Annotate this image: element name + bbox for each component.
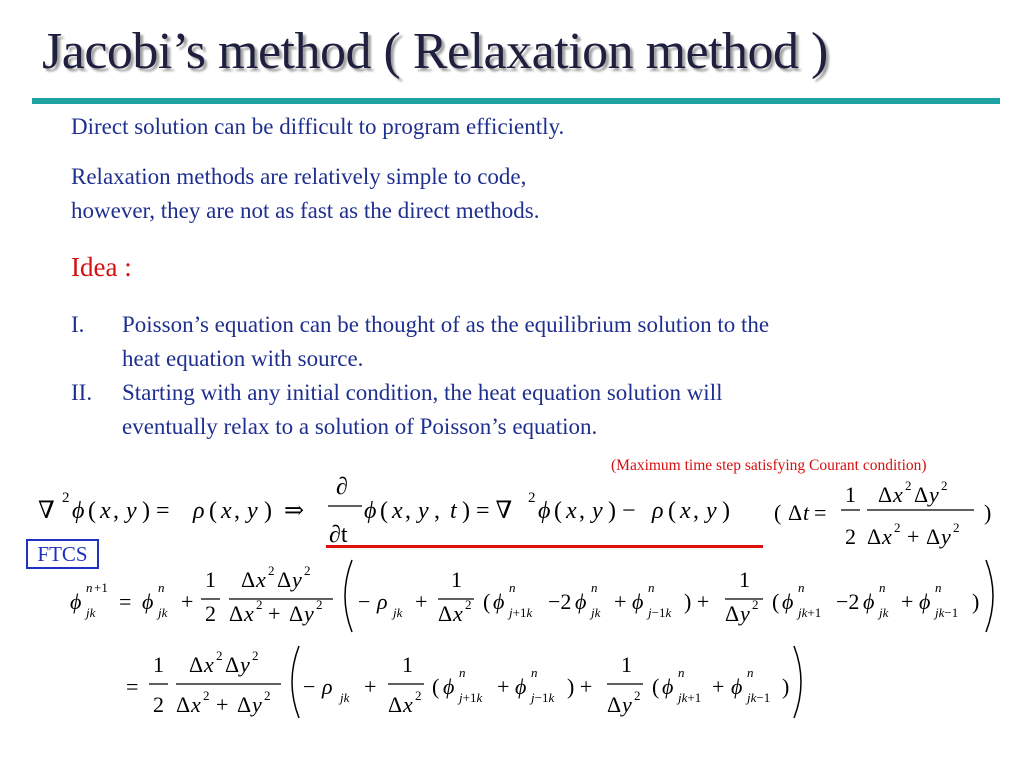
- svg-text:(: (: [774, 500, 782, 525]
- svg-text:jk: jk: [340, 690, 350, 705]
- svg-text:ϕ: ϕ: [443, 674, 455, 699]
- svg-text:Δ: Δ: [438, 601, 453, 626]
- svg-text:y: y: [304, 601, 314, 626]
- svg-text:=: =: [119, 589, 132, 614]
- svg-text:y: y: [740, 601, 750, 626]
- svg-text:+: +: [907, 524, 920, 549]
- svg-text:x: x: [244, 601, 254, 626]
- svg-text:y: y: [622, 692, 632, 717]
- svg-text:y: y: [126, 498, 137, 524]
- svg-text:jk+1: jk+1: [678, 690, 702, 705]
- svg-text:x: x: [882, 524, 892, 549]
- svg-text:j−1k: j−1k: [531, 690, 555, 705]
- svg-text:Δ: Δ: [926, 524, 941, 549]
- svg-text:n: n: [879, 580, 886, 595]
- svg-text:,: ,: [579, 498, 585, 524]
- svg-text:Δ: Δ: [914, 482, 929, 507]
- relaxation-line-2: however, they are not as fast as the direct methods.: [71, 198, 540, 223]
- svg-text:Δ: Δ: [189, 652, 204, 677]
- svg-text:∇: ∇: [38, 498, 55, 524]
- svg-text:x: x: [566, 498, 577, 524]
- svg-text:) +: ) +: [567, 674, 593, 699]
- svg-text:⇒: ⇒: [284, 498, 305, 524]
- svg-text:ρ: ρ: [322, 674, 333, 699]
- poisson-heat-equation: [38, 474, 730, 548]
- svg-text:j−1k: j−1k: [648, 605, 672, 620]
- svg-text:jk−1: jk−1: [935, 605, 959, 620]
- svg-text:y: y: [592, 498, 603, 524]
- svg-text:2: 2: [268, 563, 275, 578]
- svg-text:+: +: [364, 674, 377, 699]
- svg-text:−2: −2: [548, 589, 572, 614]
- svg-text:n: n: [158, 580, 165, 595]
- svg-text:Δ: Δ: [725, 601, 740, 626]
- svg-text:−2: −2: [836, 589, 860, 614]
- svg-text:2: 2: [316, 597, 323, 612]
- idea-heading: Idea :: [71, 252, 132, 282]
- svg-text:): ): [984, 500, 992, 525]
- list-item-line: Poisson’s equation can be thought of as the equilibrium solution to the: [122, 312, 770, 337]
- svg-text:t: t: [803, 500, 810, 525]
- svg-text:ϕ: ϕ: [364, 498, 377, 524]
- svg-text:n: n: [678, 665, 685, 680]
- svg-text:2: 2: [752, 597, 759, 612]
- svg-text:+: +: [614, 589, 627, 614]
- svg-text:n: n: [86, 580, 93, 595]
- svg-text:x: x: [453, 601, 463, 626]
- svg-text:ϕ: ϕ: [662, 674, 674, 699]
- svg-text:Δ: Δ: [277, 567, 292, 592]
- svg-text:2: 2: [845, 524, 856, 549]
- svg-text:2: 2: [634, 688, 641, 703]
- svg-text:1: 1: [845, 482, 856, 507]
- ftcs-update-equation: [70, 560, 993, 632]
- svg-text:2: 2: [415, 688, 422, 703]
- svg-text:y: y: [247, 498, 258, 524]
- svg-text:,: ,: [113, 498, 119, 524]
- svg-text:ρ: ρ: [652, 498, 664, 524]
- svg-text:,: ,: [693, 498, 699, 524]
- svg-text:) +: ) +: [684, 589, 710, 614]
- svg-text:2: 2: [264, 688, 271, 703]
- svg-text:ϕ: ϕ: [782, 589, 794, 614]
- svg-text:x: x: [204, 652, 214, 677]
- svg-text:1: 1: [621, 652, 632, 677]
- svg-text:n: n: [531, 665, 538, 680]
- svg-text:1: 1: [402, 652, 413, 677]
- svg-text:(: (: [652, 674, 660, 699]
- svg-text:+1: +1: [94, 580, 108, 595]
- relaxation-line-1: Relaxation methods are relatively simple to code,: [71, 164, 527, 189]
- svg-text:2: 2: [62, 490, 70, 506]
- svg-text:1: 1: [739, 567, 750, 592]
- svg-text:(: (: [88, 498, 96, 524]
- svg-text:jk+1: jk+1: [798, 605, 822, 620]
- svg-text:,: ,: [405, 498, 411, 524]
- svg-text:x: x: [392, 498, 403, 524]
- list-item-line: Starting with any initial condition, the heat equation solution will: [122, 380, 723, 405]
- svg-text:2: 2: [953, 520, 960, 535]
- svg-text:Δ: Δ: [607, 692, 622, 717]
- svg-text:jk: jk: [393, 605, 403, 620]
- svg-text:n: n: [935, 580, 942, 595]
- svg-text:+: +: [268, 601, 281, 626]
- svg-text:n: n: [648, 580, 655, 595]
- svg-text:x: x: [256, 567, 266, 592]
- svg-text:) =: ) =: [142, 498, 170, 524]
- svg-text:2: 2: [256, 597, 263, 612]
- svg-text:+: +: [216, 692, 229, 717]
- svg-text:Δ: Δ: [788, 500, 803, 525]
- svg-text:j+1k: j+1k: [509, 605, 533, 620]
- svg-text:ϕ: ϕ: [575, 589, 587, 614]
- svg-text:jk: jk: [158, 605, 168, 620]
- svg-text:∂t: ∂t: [329, 522, 348, 548]
- svg-text:(: (: [668, 498, 676, 524]
- svg-text:x: x: [100, 498, 111, 524]
- svg-text:ρ: ρ: [193, 498, 205, 524]
- svg-text:(: (: [772, 589, 780, 614]
- svg-text:y: y: [240, 652, 250, 677]
- svg-text:y: y: [929, 482, 939, 507]
- svg-text:Δ: Δ: [878, 482, 893, 507]
- svg-text:ϕ: ϕ: [493, 589, 505, 614]
- svg-text:y: y: [418, 498, 429, 524]
- svg-text:jk−1: jk−1: [747, 690, 771, 705]
- svg-text:∂: ∂: [336, 474, 348, 500]
- svg-text:x: x: [680, 498, 691, 524]
- svg-text:−: −: [358, 589, 371, 614]
- svg-text:2: 2: [465, 597, 472, 612]
- svg-text:2: 2: [216, 648, 223, 663]
- list-number: II.: [71, 380, 93, 405]
- intro-line: Direct solution can be difficult to program efficiently.: [71, 114, 565, 139]
- svg-text:): ): [722, 498, 730, 524]
- ftcs-simplified-equation: [126, 646, 801, 718]
- svg-text:y: y: [706, 498, 717, 524]
- svg-text:) −: ) −: [608, 498, 636, 524]
- svg-text:1: 1: [451, 567, 462, 592]
- svg-text:ϕ: ϕ: [515, 674, 527, 699]
- svg-text:Δ: Δ: [289, 601, 304, 626]
- svg-text:ϕ: ϕ: [142, 589, 154, 614]
- svg-text:2: 2: [941, 478, 948, 493]
- svg-text:2: 2: [203, 688, 210, 703]
- svg-text:ϕ: ϕ: [538, 498, 551, 524]
- svg-text:(: (: [554, 498, 562, 524]
- courant-note: (Maximum time step satisfying Courant condition): [611, 457, 927, 474]
- svg-text:2: 2: [252, 648, 259, 663]
- svg-text:y: y: [292, 567, 302, 592]
- svg-text:ρ: ρ: [377, 589, 388, 614]
- svg-text:2: 2: [894, 520, 901, 535]
- svg-text:Δ: Δ: [176, 692, 191, 717]
- svg-text:n: n: [509, 580, 516, 595]
- svg-text:x: x: [893, 482, 903, 507]
- svg-text:): ): [782, 674, 790, 699]
- svg-text:+: +: [415, 589, 428, 614]
- svg-text:,: ,: [434, 498, 440, 524]
- svg-text:): ): [264, 498, 272, 524]
- svg-text:(: (: [483, 589, 491, 614]
- ftcs-label: FTCS: [26, 539, 99, 569]
- svg-text:y: y: [941, 524, 951, 549]
- svg-text:x: x: [191, 692, 201, 717]
- svg-text:(: (: [209, 498, 217, 524]
- svg-text:jk: jk: [86, 605, 96, 620]
- svg-text:y: y: [252, 692, 262, 717]
- svg-text:,: ,: [234, 498, 240, 524]
- svg-text:ϕ: ϕ: [72, 498, 85, 524]
- svg-text:ϕ: ϕ: [70, 589, 82, 614]
- list-item-line: eventually relax to a solution of Poisson’s equation.: [122, 414, 598, 439]
- svg-text:2: 2: [153, 692, 164, 717]
- svg-text:jk: jk: [591, 605, 601, 620]
- svg-text:2: 2: [528, 490, 536, 506]
- svg-text:=: =: [814, 500, 827, 525]
- svg-text:j+1k: j+1k: [459, 690, 483, 705]
- list-number: I.: [71, 312, 85, 337]
- svg-text:(: (: [432, 674, 440, 699]
- svg-text:n: n: [591, 580, 598, 595]
- svg-text:Δ: Δ: [241, 567, 256, 592]
- svg-text:) = ∇: ) = ∇: [462, 498, 513, 524]
- slide-title: Jacobi’s method ( Relaxation method ): [42, 23, 828, 80]
- svg-text:Δ: Δ: [867, 524, 882, 549]
- svg-text:−: −: [303, 674, 316, 699]
- svg-text:x: x: [221, 498, 232, 524]
- svg-text:n: n: [747, 665, 754, 680]
- svg-text:+: +: [712, 674, 725, 699]
- svg-text:+: +: [901, 589, 914, 614]
- svg-text:ϕ: ϕ: [731, 674, 743, 699]
- courant-condition: [774, 478, 991, 549]
- svg-text:(: (: [380, 498, 388, 524]
- svg-text:x: x: [403, 692, 413, 717]
- list-item-line: heat equation with source.: [122, 346, 364, 371]
- svg-text:ϕ: ϕ: [863, 589, 875, 614]
- svg-text:jk: jk: [879, 605, 889, 620]
- svg-text:2: 2: [905, 478, 912, 493]
- svg-text:1: 1: [153, 652, 164, 677]
- svg-text:ϕ: ϕ: [919, 589, 931, 614]
- svg-text:): ): [972, 589, 980, 614]
- svg-text:2: 2: [205, 601, 216, 626]
- svg-text:2: 2: [304, 563, 311, 578]
- svg-text:+: +: [181, 589, 194, 614]
- svg-text:1: 1: [205, 567, 216, 592]
- svg-text:Δ: Δ: [388, 692, 403, 717]
- svg-text:n: n: [459, 665, 466, 680]
- svg-text:+: +: [497, 674, 510, 699]
- svg-text:Δ: Δ: [225, 652, 240, 677]
- svg-text:Δ: Δ: [229, 601, 244, 626]
- svg-text:n: n: [798, 580, 805, 595]
- svg-text:Δ: Δ: [237, 692, 252, 717]
- svg-text:t: t: [450, 498, 457, 524]
- svg-text:ϕ: ϕ: [632, 589, 644, 614]
- svg-text:=: =: [126, 674, 139, 699]
